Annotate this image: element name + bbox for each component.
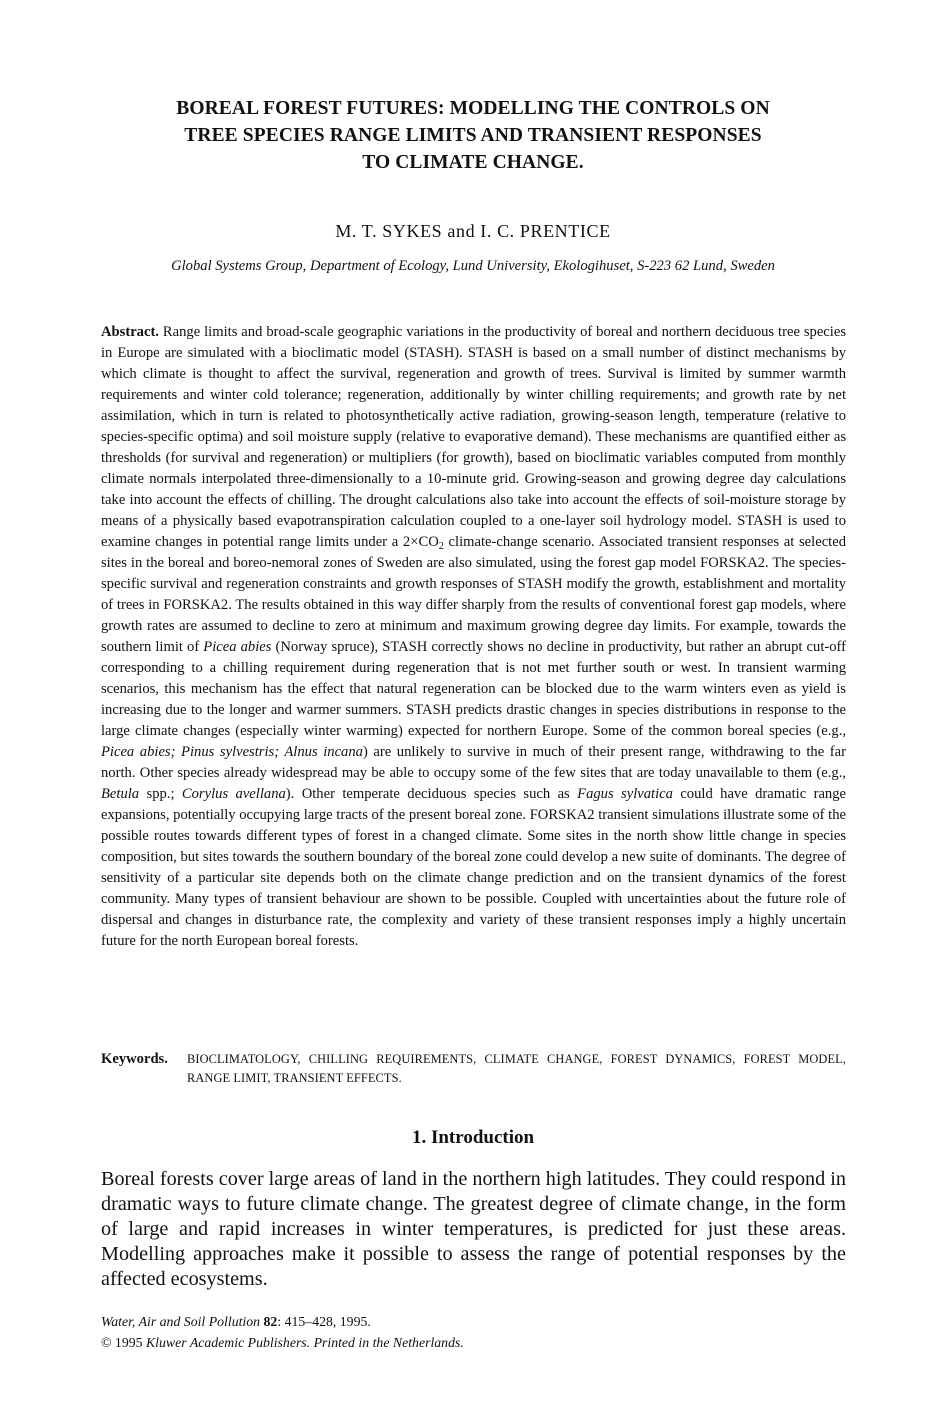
abstract-text-6: ). Other temperate deciduous species such as	[285, 786, 578, 802]
publisher-name: Kluwer Academic Publishers. Printed in the Netherlands.	[145, 1335, 464, 1350]
keywords-text: BIOCLIMATOLOGY, CHILLING REQUIREMENTS, CLIMATE CHANGE, FOREST DYNAMICS, FOREST MODEL, RANGE LIMIT, TRANSIENT EFFECTS.	[187, 1052, 846, 1085]
journal-pages: : 415–428, 1995.	[277, 1314, 371, 1329]
abstract-text-5: spp.;	[139, 786, 182, 802]
abstract-text-4: ) are unlikely to survive in much of their present range, withdrawing to the far north. Other species already widespread may be able to occupy some of the few sites that are today unavailable to them (e.g.,	[101, 744, 846, 781]
abstract-text-7: could have dramatic range expansions, potentially occupying large tracts of the present boreal zone. FORSKA2 transient simulations illustrate some of the possible routes towards different types of forest in a changed climate. Some sites in the north show little change in species composition, but sites towards the southern boundary of the boreal zone could develop a new suite of dominants. The degree of sensitivity of a particular site depends both on the climate change prediction and on the transient dynamics of the forest community. Many types of transient behaviour are shown to be possible. Coupled with uncertainties about the future role of dispersal and changes in disturbance rate, the complexity and variety of these transient responses imply a highly uncertain future for the north European boreal forests.	[101, 786, 846, 949]
abstract-label: Abstract.	[101, 324, 159, 340]
title-line-3: TO CLIMATE CHANGE.	[362, 152, 584, 173]
journal-citation	[101, 1311, 846, 1332]
paper-affiliation: Global Systems Group, Department of Ecology, Lund University, Ekologihuset, S-223 62 Lund, Sweden	[171, 258, 775, 274]
abstract-text-2: climate-change scenario. Associated transient responses at selected sites in the boreal and boreo-nemoral zones of Sweden are also simulated, using the forest gap model FORSKA2. The species-specific survival and regeneration constraints and growth responses of STASH modify the growth, establishment and mortality of trees in FORSKA2. The results obtained in this way differ sharply from the results of conventional forest gap models, where growth rates are assumed to decline to zero at minimum and maximum growing degree day limits. For example, towards the southern limit of	[101, 534, 846, 655]
copyright-line	[101, 1332, 846, 1353]
page-footer	[101, 1311, 846, 1353]
copyright-symbol: © 1995	[101, 1335, 146, 1350]
species-picea-abies: Picea abies	[203, 639, 272, 655]
species-betula: Betula	[101, 786, 140, 802]
title-line-2: TREE SPECIES RANGE LIMITS AND TRANSIENT RESPONSES	[184, 125, 762, 146]
species-corylus: Corylus avellana	[181, 786, 286, 802]
introduction-paragraph: Boreal forests cover large areas of land in the northern high latitudes. They could respond in dramatic ways to future climate change. The greatest degree of climate change, in the form of large and rapid increases in winter temperatures, is predicted for just these areas. Modelling approaches make it possible to assess the range of potential responses by the affected ecosystems.	[101, 1168, 846, 1290]
title-line-1: BOREAL FOREST FUTURES: MODELLING THE CONTROLS ON	[176, 98, 770, 119]
paper-authors: M. T. SYKES and I. C. PRENTICE	[335, 221, 611, 241]
journal-volume: 82	[263, 1314, 278, 1329]
journal-name: Water, Air and Soil Pollution	[101, 1314, 261, 1329]
keywords-label: Keywords.	[101, 1051, 168, 1067]
abstract	[101, 322, 846, 952]
section-heading-introduction: 1. Introduction	[411, 1127, 535, 1148]
abstract-text-3: (Norway spruce), STASH correctly shows no decline in productivity, but rather an abrupt cut-off corresponding to a chilling requirement during regeneration that is not met further south or west. In transient warming scenarios, this mechanism has the effect that natural regeneration can be blocked due to the warm winters even as yield is increasing due to the longer and warmer summers. STASH predicts drastic changes in species distributions in response to the large climate changes (especially winter warming) expected for northern Europe. Some of the common boreal species (e.g.,	[101, 639, 846, 739]
abstract-text-1: Range limits and broad-scale geographic variations in the productivity of boreal and northern deciduous tree species in Europe are simulated with a bioclimatic model (STASH). STASH is based on a small number of distinct mechanisms by which climate is thought to affect the survival, regeneration and growth of trees. Survival is limited by summer warmth requirements and winter cold tolerance; regeneration, additionally by winter chilling requirements; and growth rate by net assimilation, which in turn is related to photosynthetically active radiation, growing-season length, temperature (relative to species-specific optima) and soil moisture supply (relative to evaporative demand). These mechanisms are quantified either as thresholds (for survival and regeneration) or multipliers (for growth), based on bioclimatic variables computed from monthly climate normals interpolated three-dimensionally to a 10-minute grid. Growing-season and growing degree day calculations take into account the effects of chilling. The drought calculations also take into account the effects of soil-moisture storage by means of a physically based evapotranspiration calculation coupled to a one-layer soil hydrology model. STASH is used to examine changes in potential range limits under a 2×CO	[101, 324, 846, 550]
species-list: Picea abies; Pinus sylvestris; Alnus incana	[101, 744, 363, 760]
keywords	[101, 1050, 846, 1088]
species-fagus: Fagus sylvatica	[577, 786, 673, 802]
co2-subscript: 2	[438, 541, 444, 552]
paper-title	[100, 95, 846, 176]
